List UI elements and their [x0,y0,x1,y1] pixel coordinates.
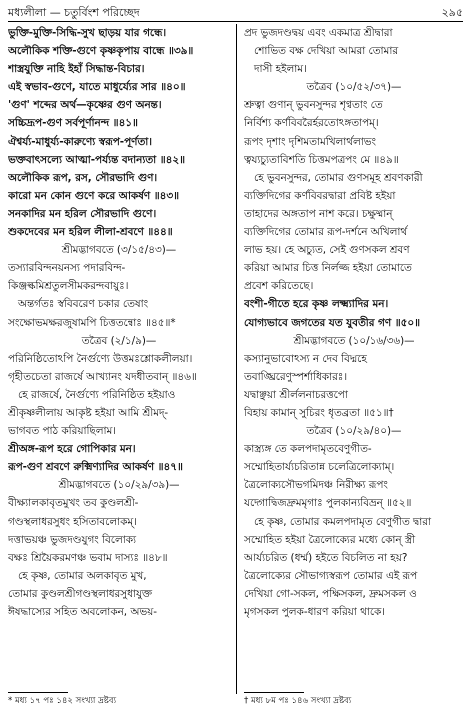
text-line: কিঞ্জল্কমিশ্রতুলসীমকরন্দবায়ুঃ। [8,280,129,293]
text-line: দেখিয়া গো-সকল, পক্ষিসকল, দ্রুমসকল ও [244,587,417,600]
verse-line: অলৌকিক শক্তি-গুণে কৃষ্ণকৃপায় বান্ধে ॥৩৯॥ [8,45,194,58]
text-line: লাভ হয়। হে অচ্যুত, সেই গুণসকল শ্রবণ [244,244,410,257]
text-line: রূপং দৃশাং দৃশিমতামখিলার্থলাভং [244,135,376,148]
text-line: ঈষদ্ধাস্যের সহিত অবলোকন, অভয়- [8,606,158,618]
footnote-left: * মধ্য ১৭ পঃ ১৪২ সংখ্যা দ্রষ্টব্য [8,696,117,706]
text-line: হে কৃষ্ণ, তোমার কমলপদামৃত বেণুগীত দ্বারা [254,515,431,528]
text-line: গণ্ডস্থলাধরসুধং হসিতাবলোকম্। [8,515,137,528]
verse-line: এই স্বভাব-গুণে, যাতে মাধুর্য্যের সার ॥৪০॥ [8,81,186,94]
verse-line: রূপ-গুণ শ্রবণে রুক্মিণ্যাদির আকর্ষণ ॥৪৭॥ [8,461,183,474]
verse-line: শ্রীঅঙ্গ-রূপ হরে গোপিকার মন। [8,443,136,456]
text-line: শ্রীকৃষ্ণলীলায় আকৃষ্ট হইয়া আমি শ্রীমদ্- [8,406,169,419]
footnote-right: † মধ্য ৮ম পঃ ১৪৬ সংখ্যা দ্রষ্টব্য [244,696,352,706]
text-line: গৃহীতচেতা রাজর্ষে আখ্যানং যদধীতবান্ ॥৪৬॥ [8,370,197,383]
text-line: আর্য্যচরিত (ধর্ম্ম) হইতে বিচলিত না হয়? [244,551,408,564]
text-line: শ্রুত্বা গুণান্ ভুবনসুন্দর শৃণ্বতাং তে [244,99,383,112]
verse-line: বংশী-গীতে হরে কৃষ্ণ লক্ষ্ম্যাদির মন। [244,298,389,311]
text-line: তস্যারবিন্দনয়নস্য পদারবিন্দ- [8,262,126,275]
text-line: যদ্বাঞ্ছয়া শ্রীর্ললনাচরত্তপো [244,388,348,401]
verse-line: ভুক্তি-মুক্তি-সিদ্ধি-সুখ ছাড়য় যার গন্ধে। [8,27,167,39]
header-rule [8,21,463,22]
text-line: হে রাজর্ষে, নৈর্গুণ্যে পরিনিষ্ঠিত হইয়াও [18,388,176,401]
footnote-rule-right [244,692,304,693]
citation-line: তত্রৈব (১০/২৯/৪০)— [306,425,402,438]
text-line: সম্মোহিত হইয়া ত্রৈলোক্যের মধ্যে কোন্ স্ত্রী [244,533,416,546]
text-line: সম্মোহিতার্য্যচরিতান্ন চলেত্রিলোক্যাম্। [244,461,395,474]
text-line: দত্তাভয়ঞ্চ ভুজদণ্ডযুগং বিলোক্য [8,533,136,546]
text-line: ব্যক্তিদিগের তোমার রূপ-দর্শনে অখিলার্থ [244,226,408,239]
text-line: যদ্গোদ্বিজদ্রুমমৃগাঃ পুলকান্যবিভ্রন্ ॥৫২॥ [244,497,412,510]
text-line: দাসী হইলাম। [254,63,307,76]
text-line: ত্রৈলোক্যসৌভগমিদঞ্চ নিরীক্ষ্য রূপং [244,479,388,492]
footnote-rule-left [8,692,68,693]
text-line: হে ভুবনসুন্দর, তোমার গুণসমূহ শ্রবণকারী [254,171,423,184]
verse-line: সনকাদির মন হরিল সৌরভাদি গুণে। [8,207,157,220]
text-line: শোভিত বক্ষ দেখিয়া আমরা তোমার [254,45,399,58]
text-line: তোমার কুণ্ডলশ্রীগণ্ডস্থলাধরসুধাযুক্ত [8,587,153,600]
verse-line: অলৌকিক রূপ, রস, সৌরভাদি গুণ। [8,171,158,184]
text-line: তাহাদের অঙ্গতাপ নাশ করে। চক্ষুষ্মান্ [244,207,393,220]
text-line: হে কৃষ্ণ, তোমার অলকাবৃত মুখ, [18,569,147,582]
right-column [244,24,464,621]
text-line: অন্তর্গতঃ স্ববিবরেণ চকার তেষাং [18,298,149,311]
text-line: ত্রৈলোক্যের সৌভাগ্যস্বরূপ তোমার এই রূপ [244,569,418,582]
text-line: বিহায় কামান্ সুচিরং ধৃতব্রতা ॥৫১॥† [244,406,394,419]
verse-line: সচ্চিদ্রূপ-গুণ সর্বপূর্ণানন্দ ॥৪১॥ [8,117,138,130]
citation-line: তত্রৈব (২/১/৯)— [81,334,157,347]
text-line: ব্যক্তিদিগের কর্ণবিবরদ্বারা প্রবিষ্ট হইয়া [244,189,396,202]
citation-line: তত্রৈব (১০/৫২/৩৭)— [306,81,402,94]
verse-line: 'গুণ' শব্দের অর্থ—কৃষ্ণের গুণ অনন্ত। [8,99,162,112]
citation-line: শ্রীমদ্ভাগবতে (৩/১৫/৪৩)— [61,244,177,257]
text-line: সংক্ষোভমক্ষরজুষামপি চিত্ততন্বোঃ ॥৪৫॥* [8,316,176,329]
text-line: করিয়া আমার চিত্ত নির্লজ্জ হইয়া তোমাতে [244,262,412,275]
text-line: বীক্ষ্যালকাবৃতমুখং তব কুণ্ডলশ্রী- [8,497,139,510]
verse-line: শুকদেবের মন হরিল লীলা-শ্রবণে ॥৪৪॥ [8,226,173,239]
text-line: নির্বিশ্য কর্ণবিবরৈর্হরতোঽঙ্গতাপম্। [244,117,379,130]
page-header [8,4,463,20]
text-line: কাস্ত্র্যঙ্গ তে কলপদামৃতবেণুগীত- [244,443,372,456]
chapter-title: মধ্যলীলা — চতুর্বিংশ পরিচ্ছেদ [8,6,140,19]
left-column [8,24,230,621]
column-divider [236,24,237,694]
text-line: পরিনিষ্ঠিতোঽপি নৈর্গুণ্যে উত্তমঃশ্লোকলীলয়া। [8,352,193,365]
verse-line: কারো মন কোন গুণে করে আকর্ষণ ॥৪৩॥ [8,189,180,202]
page-number: ২৯৫ [441,6,463,19]
text-line: কস্যানুভাবোঽস্য ন দেব বিদ্মহে [244,352,367,365]
text-line: ভাগবত পাঠ করিয়াছিলাম। [8,425,116,438]
verse-line: ভক্তবাৎসল্যে আত্মা-পর্য্যন্ত বদান্যতা ॥৪২॥ [8,153,186,166]
text-line: মৃগসকল পুলক-ধারণ করিয়া থাকে। [244,606,386,618]
verse-line: শাস্ত্রযুক্তি নাহি ইহাঁ সিদ্ধান্ত-বিচার। [8,63,145,76]
citation-line: শ্রীমদ্ভাগবতে (১০/২৯/৩৯)— [58,479,180,492]
text-line: তবাঙ্ঘ্রিরেণুস্পর্শাধিকারঃ। [244,370,348,383]
citation-line: শ্রীমদ্ভাগবতে (১০/১৬/৩৬)— [293,334,415,347]
text-line: ত্বয্যচ্যুতাবিশতি চিত্তমপত্রপং মে ॥৪৯॥ [244,153,399,166]
text-line: প্রবেশ করিতেছে। [244,280,314,293]
verse-line: যোগ্যভাবে জগতের যত যুবতীর গণ ॥৫০॥ [244,316,421,329]
text-line: বক্ষঃ শ্রিয়ৈকরমণঞ্চ ভবাম দাস্যঃ ॥৪৮॥ [8,551,168,564]
text-line: প্রদ ভুজদণ্ডদ্বয় এবং একমাত্র শ্রীদ্বারা [244,27,393,39]
verse-line: ঐশ্বর্য্য-মাধুর্য্য-কারুণ্যে স্বরূপ-পূর্ণতা। [8,135,152,148]
